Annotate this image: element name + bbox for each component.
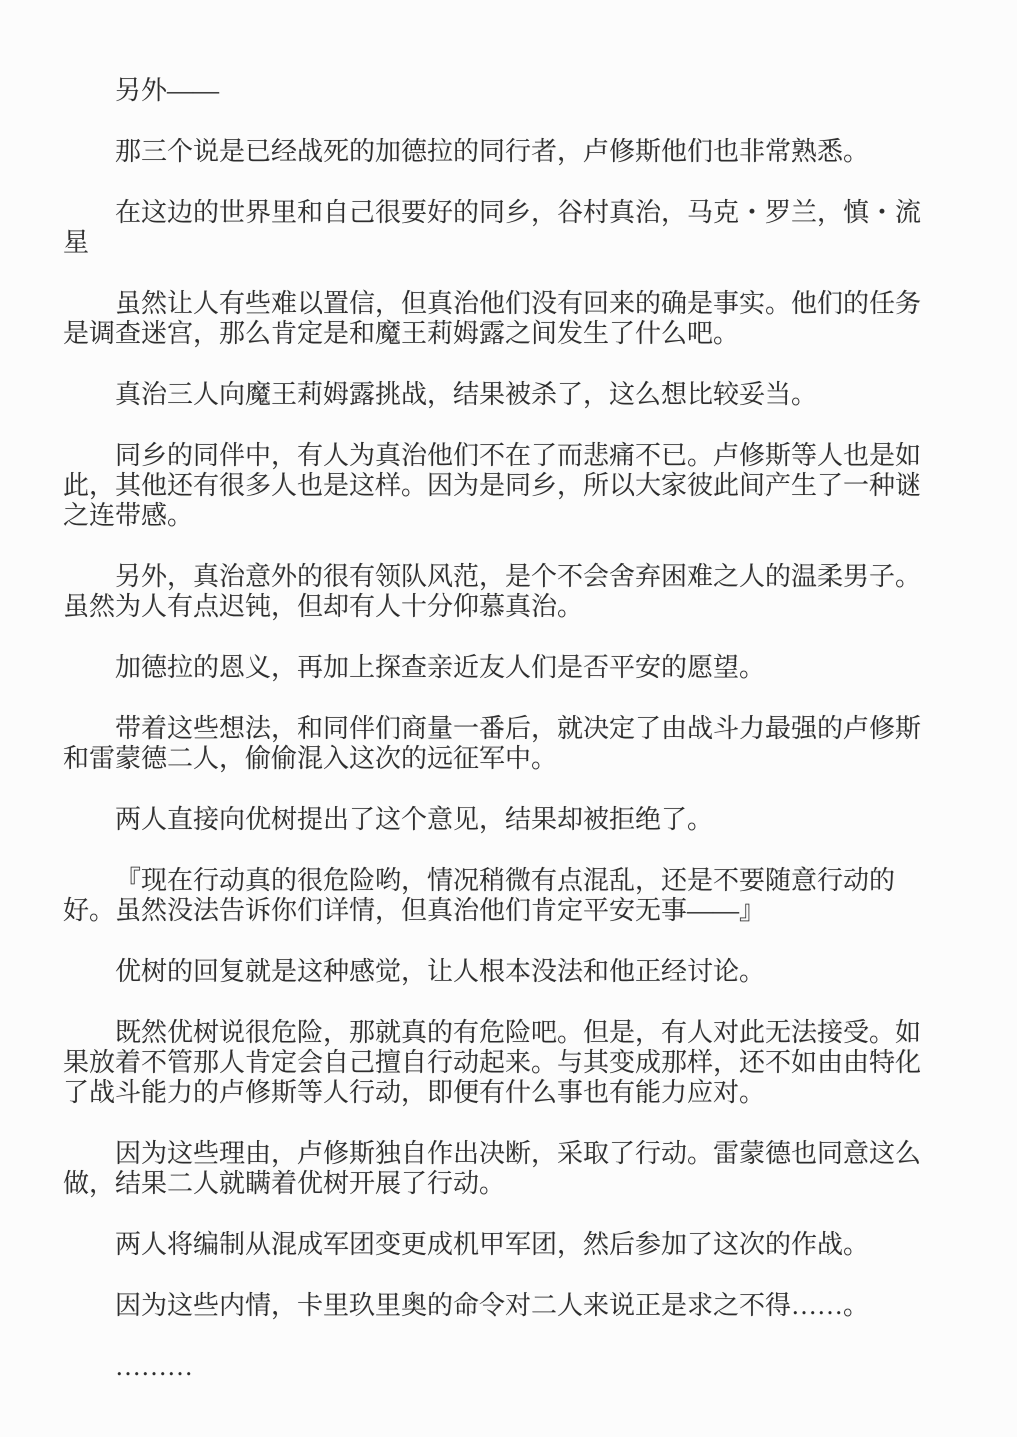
paragraph: 带着这些想法，和同伴们商量一番后，就决定了由战斗力最强的卢修斯和雷蒙德二人，偷偷混入这次的远征军中。 bbox=[63, 714, 922, 773]
paragraph: 虽然让人有些难以置信，但真治他们没有回来的确是事实。他们的任务是调查迷宫，那么肯定是和魔王莉姆露之间发生了什么吧。 bbox=[63, 289, 922, 348]
paragraph: 两人将编制从混成军团变更成机甲军团，然后参加了这次的作战。 bbox=[115, 1230, 870, 1259]
paragraph: 因为这些理由，卢修斯独自作出决断，采取了行动。雷蒙德也同意这么做，结果二人就瞒着优树开展了行动。 bbox=[63, 1139, 922, 1198]
paragraph: 真治三人向魔王莉姆露挑战，结果被杀了，这么想比较妥当。 bbox=[115, 380, 818, 409]
paragraph: 另外—— bbox=[115, 76, 220, 105]
paragraph: 另外，真治意外的很有领队风范，是个不会舍弃困难之人的温柔男子。虽然为人有点迟钝，但却有人十分仰慕真治。 bbox=[63, 562, 922, 621]
ellipsis-line: ……… bbox=[115, 1352, 193, 1381]
paragraph: 同乡的同伴中，有人为真治他们不在了而悲痛不已。卢修斯等人也是如此，其他还有很多人也是这样。因为是同乡，所以大家彼此间产生了一种谜之连带感。 bbox=[63, 441, 922, 530]
paragraph: 既然优树说很危险，那就真的有危险吧。但是，有人对此无法接受。如果放着不管那人肯定会自己擅自行动起来。与其变成那样，还不如由由特化了战斗能力的卢修斯等人行动，即便有什么事也有能力应对。 bbox=[63, 1018, 922, 1107]
paragraph: 在这边的世界里和自己很要好的同乡，谷村真治，马克・罗兰，慎・流星 bbox=[63, 198, 922, 257]
paragraph: 『现在行动真的很危险哟，情况稍微有点混乱，还是不要随意行动的好。虽然没法告诉你们详情，但真治他们肯定平安无事——』 bbox=[63, 866, 896, 925]
paragraph: 两人直接向优树提出了这个意见，结果却被拒绝了。 bbox=[115, 805, 714, 834]
paragraph: 加德拉的恩义，再加上探查亲近友人们是否平安的愿望。 bbox=[115, 653, 766, 682]
paragraph: 那三个说是已经战死的加德拉的同行者，卢修斯他们也非常熟悉。 bbox=[115, 137, 870, 166]
paragraph: 因为这些内情，卡里玖里奥的命令对二人来说正是求之不得……。 bbox=[115, 1291, 870, 1320]
paragraph: 优树的回复就是这种感觉，让人根本没法和他正经讨论。 bbox=[115, 957, 766, 986]
